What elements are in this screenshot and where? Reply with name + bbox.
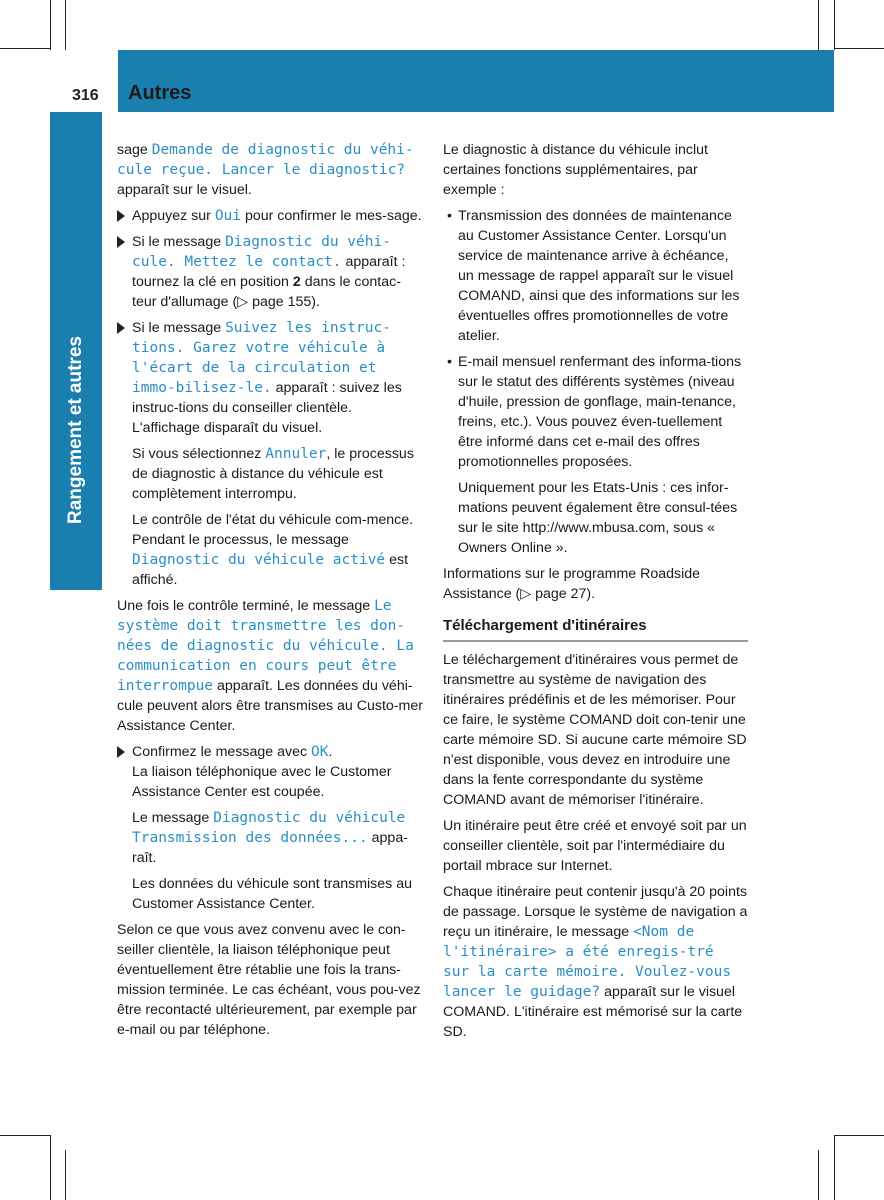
display-message: <Nom de l'itinéraire> a été enregis-tré sur la carte mémoire. Voulez-vous lancer le guidage?: [443, 924, 732, 1000]
display-message: Demande de diagnostic du véhi-cule reçue. Lancer le diagnostic?: [117, 142, 414, 178]
arrow-icon: [117, 746, 125, 758]
bullet-icon: •: [447, 208, 452, 224]
left-column: [117, 140, 423, 1046]
paragraph: Informations sur le programme Roadside Assistance (▷ page 27).: [443, 566, 701, 602]
indented-text: Uniquement pour les Etats-Unis : ces infor-mations peuvent également être consul-tées sur le site http://www.mbusa.com, sous « Owners Online ».: [458, 480, 738, 556]
display-message: OK: [311, 744, 329, 760]
right-column: [443, 140, 748, 1048]
arrow-icon: [117, 322, 125, 334]
subsection-heading: Téléchargement d'itinéraires: [443, 616, 748, 642]
paragraph: Le diagnostic à distance du véhicule inclut certaines fonctions supplémentaires, par exemple :: [443, 142, 709, 198]
indented-text: Le message Diagnostic du véhicule Transmission des données... appa-raît.: [132, 810, 408, 866]
crop-mark: [818, 1150, 819, 1200]
crop-mark: [818, 0, 819, 50]
display-message: Oui: [214, 208, 242, 224]
instruction-step: Confirmez le message avec OK. La liaison téléphonique avec le Customer Assistance Center est coupée.: [117, 742, 423, 802]
display-message: Annuler: [265, 446, 327, 462]
crop-mark: [834, 48, 884, 49]
paragraph: Chaque itinéraire peut contenir jusqu'à 20 points de passage. Lorsque le système de navigation a reçu un itinéraire, le message <Nom de l'itinéraire> a été enregis-tré sur la carte mémoire. Voulez-vous lancer le guidage? apparaît sur le visuel COMAND. L'itinéraire est mémorisé sur la carte SD.: [443, 884, 748, 1040]
display-message: Suivez les instruc-tions. Garez votre véhicule à l'écart de la circulation et immo-bilisez-le.: [132, 320, 391, 396]
page-number: 316: [72, 87, 99, 104]
instruction-step: Si le message Diagnostic du véhi-cule. Mettez le contact. apparaît : tournez la clé en position 2 dans le contac-teur d'allumage (▷ page 155).: [117, 232, 423, 312]
indented-text: Le contrôle de l'état du véhicule com-mence. Pendant le processus, le message Diagnostic du véhicule activé est affiché.: [132, 512, 414, 588]
crop-mark: [0, 1135, 50, 1136]
crop-mark: [50, 0, 51, 50]
side-tab-label: Rangement et autres: [65, 336, 86, 524]
paragraph: Une fois le contrôle terminé, le message Le système doit transmettre les don-nées de diagnostic du véhicule. La communication en cours peut être interrompue apparaît. Les données du véhi-cule peuvent alors être transmises au Custo-mer Assistance Center.: [117, 598, 423, 734]
paragraph: Le téléchargement d'itinéraires vous permet de transmettre au système de navigation des itinéraires prédéfinis et de les mémoriser. Pour ce faire, le système COMAND doit con-tenir une carte mémoire SD. Si aucune carte mémoire SD n'est disponible, vous devez en introduire une dans la fente correspondante du système COMAND avant de mémoriser l'itinéraire.: [443, 652, 747, 808]
crop-mark: [834, 0, 835, 50]
paragraph: Un itinéraire peut être créé et envoyé soit par un conseiller clientèle, soit par l'intermédiaire du portail mbrace sur Internet.: [443, 818, 747, 874]
instruction-step: Si le message Suivez les instruc-tions. Garez votre véhicule à l'écart de la circulation et immo-bilisez-le. apparaît : suivez les instruc-tions du conseiller clientèle. L'affichage disparaît du visuel.: [117, 318, 423, 438]
display-message: Diagnostic du véhicule Transmission des données...: [132, 810, 406, 846]
bullet-icon: •: [447, 354, 452, 370]
display-message: Diagnostic du véhicule activé: [132, 552, 386, 568]
indented-text: Si vous sélectionnez Annuler, le processus de diagnostic à distance du véhicule est complètement interrompu.: [132, 446, 414, 502]
display-message: Diagnostic du véhi-cule. Mettez le contact.: [132, 234, 391, 270]
instruction-step: Appuyez sur Oui pour confirmer le mes-sage.: [117, 206, 423, 226]
crop-mark: [834, 1135, 884, 1136]
crop-mark: [65, 1150, 66, 1200]
crop-mark: [50, 1135, 51, 1200]
bullet-item: • E-mail mensuel renfermant des informa-tions sur le statut des différents systèmes (niveau d'huile, pression de gonflage, main-tenance, freins, etc.). Vous pouvez éven-tuellement être informé dans cet e-mail des offres promotionnelles proposées.: [447, 354, 742, 470]
paragraph: sage Demande de diagnostic du véhi-cule reçue. Lancer le diagnostic? apparaît sur le visuel.: [117, 142, 414, 198]
arrow-icon: [117, 210, 125, 222]
bullet-item: • Transmission des données de maintenance au Customer Assistance Center. Lorsqu'un service de maintenance arrive à échéance, un message de rappel apparaît sur le visuel COMAND, ainsi que des informations sur les éventuelles offres promotionnelles de votre atelier.: [447, 208, 740, 344]
arrow-icon: [117, 236, 125, 248]
crop-mark: [65, 0, 66, 50]
crop-mark: [0, 48, 50, 49]
crop-mark: [834, 1135, 835, 1200]
indented-text: Les données du véhicule sont transmises au Customer Assistance Center.: [132, 876, 412, 912]
header-bar: [118, 50, 834, 112]
section-title: Autres: [128, 82, 192, 104]
display-message: Le système doit transmettre les don-nées de diagnostic du véhicule. La communication en cours peut être interrompue: [117, 598, 414, 694]
paragraph: Selon ce que vous avez convenu avec le con-seiller clientèle, la liaison téléphonique peut éventuellement être rétablie une fois la trans-mission terminée. Le cas échéant, vous pou-vez être recontacté ultérieurement, par exemple par e-mail ou par téléphone.: [117, 922, 421, 1038]
